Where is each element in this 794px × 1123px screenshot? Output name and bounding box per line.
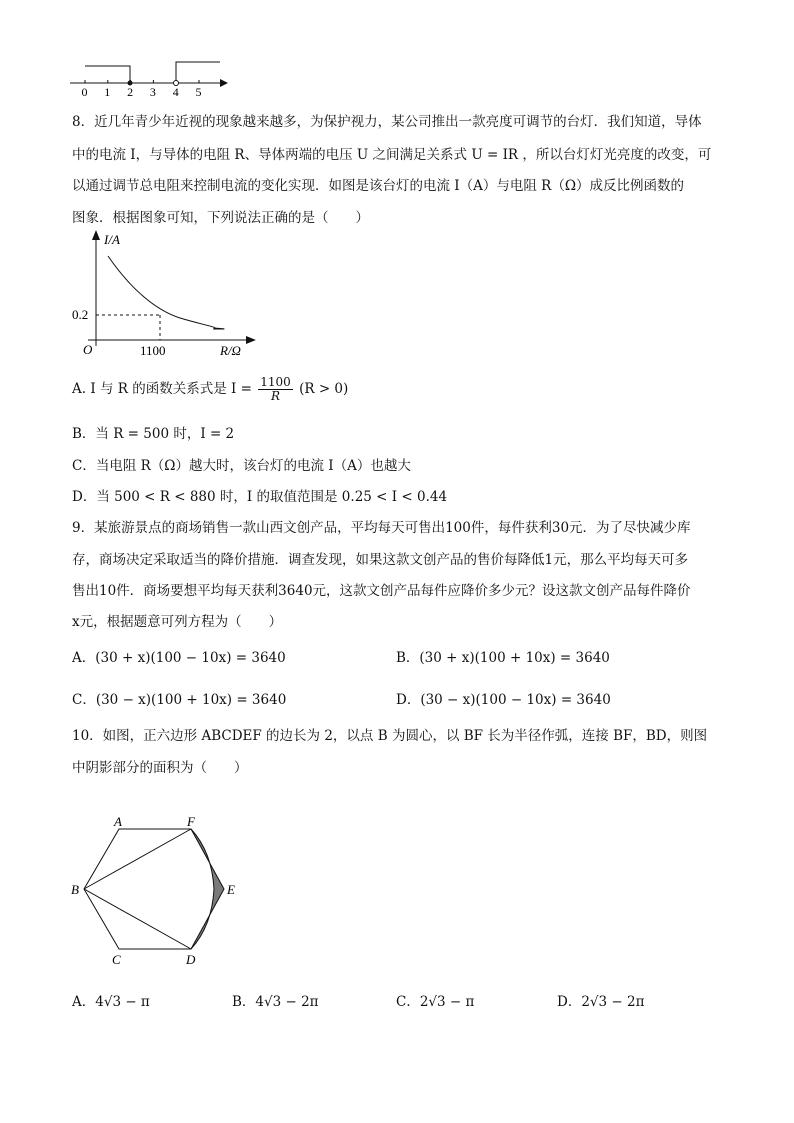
number-line-tick-label: 4 [172,85,179,99]
graph-x-tick-label: 1100 [140,343,166,358]
q10-option-c: C．2√3 − π [396,994,475,1010]
q8-inverse-function-graph [70,228,260,363]
graph-origin-label: O [83,342,93,357]
number-line-tick-label: 3 [149,85,156,99]
number-line-tick-label: 1 [104,85,111,99]
vertex-label-c: C [112,952,121,967]
q8-line-2: 中的电流 I，与导体的电阻 R、导体两端的电压 U 之间满足关系式 U = IR ，所以台灯灯光亮度的改变，可 [72,147,712,163]
shaded-region [191,829,224,949]
graph-y-label: I/A [104,232,120,247]
graph-x-arrow [246,336,256,344]
q10-option-b: B．4√3 − 2π [232,994,319,1010]
graph-curve [108,256,224,329]
q10-line-2: 中阴影部分的面积为（ ） [72,760,248,776]
vertex-label-e: E [227,882,235,897]
q10-hexagon-figure [66,812,246,972]
graph-x-label: R/Ω [220,343,241,358]
vertex-label-f: F [187,814,195,829]
number-line-solid-dot [128,81,133,86]
vertex-label-a: A [114,814,122,829]
q8-line-4: 图象．根据图象可知，下列说法正确的是（ ） [72,210,369,226]
q10-option-d: D．2√3 − 2π [557,994,645,1010]
graph-y-tick-label: 0.2 [72,307,89,322]
q8-line-1: 8．近几年青少年近视的现象越来越多，为保护视力，某公司推出一款亮度可调节的台灯．我们知道，导体 [72,114,702,130]
q9-line-4: x元，根据题意可列方程为（ ） [72,614,283,630]
q9-option-b: B．(30 + x)(100 + 10x) = 3640 [396,650,610,666]
q9-option-d: D．(30 − x)(100 − 10x) = 3640 [396,692,611,708]
number-line-tick-label: 5 [195,85,202,99]
q8-option-a: A. I 与 R 的函数关系式是 I = $\frac{1100}{R}$ (R > 0) [72,375,349,403]
segment-bd [84,889,191,949]
number-line-open-dot [174,81,179,86]
graph-y-arrow [92,230,100,240]
q8-line-3: 以通过调节总电阻来控制电流的变化实现．如图是该台灯的电流 I（A）与电阻 R（Ω）成反比例函数的 [72,178,685,194]
number-line-tick-label: 0 [81,85,88,99]
number-line-arrow [220,79,228,87]
q9-line-2: 存，商场决定采取适当的降价措施．调查发现，如果这款文创产品的售价每降低1元，那么平均每天可多 [72,552,689,568]
number-line-right-bracket [176,62,220,83]
vertex-label-b: B [71,882,79,897]
q9-option-a: A．(30 + x)(100 − 10x) = 3640 [72,650,286,666]
q10-line-1: 10．如图，正六边形 ABCDEF 的边长为 2，以点 B 为圆心，以 BF 长为半径作弧，连接 BF，BD，则图 [72,728,708,744]
q9-line-3: 售出10件．商场要想平均每天获利3640元，这款文创产品每件应降价多少元？设这款文创产品每件降价 [72,583,691,599]
number-line-tick-label: 2 [127,85,134,99]
number-line [70,58,230,100]
segment-bf [84,829,191,889]
q10-option-a: A．4√3 − π [72,994,150,1010]
q8-option-a-fraction: $\frac{1100}{R}$ [260,375,291,403]
q8-option-c: C．当电阻 R（Ω）越大时，该台灯的电流 I（A）也越大 [72,458,411,474]
q9-option-c: C．(30 − x)(100 + 10x) = 3640 [72,692,287,708]
q8-option-b: B．当 R = 500 时，I = 2 [72,426,235,442]
vertex-label-d: D [186,952,196,967]
q9-line-1: 9．某旅游景点的商场销售一款山西文创产品，平均每天可售出100件，每件获利30元．为了尽快减少库 [72,520,691,536]
q8-option-d: D．当 500 < R < 880 时，I 的取值范围是 0.25 < I < 0.44 [72,489,448,505]
